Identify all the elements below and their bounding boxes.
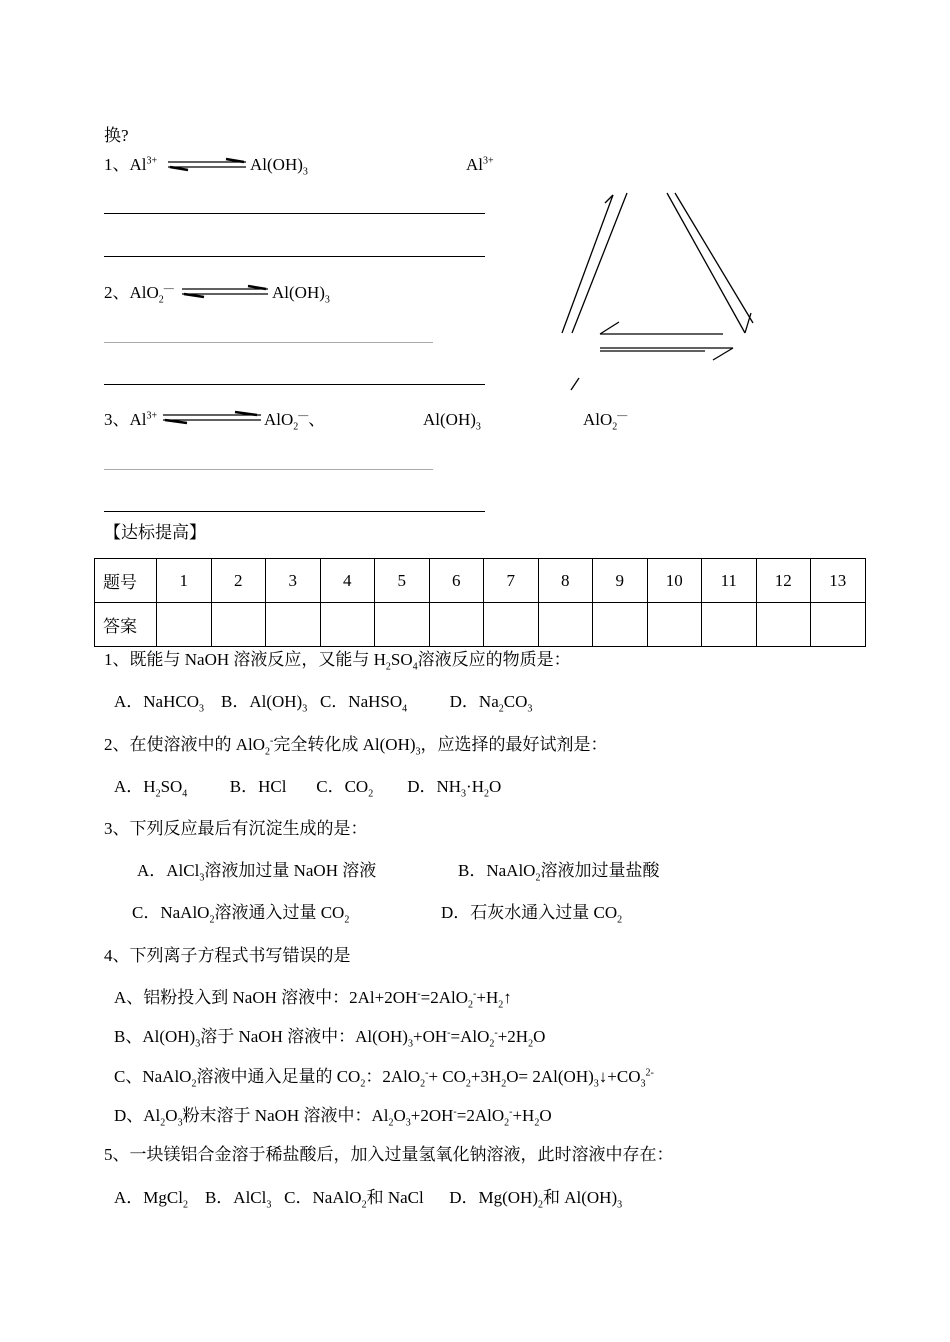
question-number: 11 — [702, 559, 757, 603]
question-number: 13 — [811, 559, 866, 603]
answer-line[interactable] — [104, 511, 485, 512]
answer-cell[interactable] — [320, 603, 375, 647]
question-1-stem: 1、既能与 NaOH 溶液反应，又能与 $H_2SO_4$溶液反应的物质是： — [104, 650, 571, 673]
answer-cell[interactable] — [211, 603, 266, 647]
question-1-options: A．NaHCO$_3$ B．$Al(OH)_3$ C．NaHSO$_4$ D．$Na_2CO_3$ — [114, 692, 533, 715]
question-number: 1 — [157, 559, 212, 603]
answer-cell[interactable] — [811, 603, 866, 647]
table-row — [95, 559, 866, 603]
question-2-options: A．$H_2SO_4$ B．HCl C．$CO_2$ D．$NH_3\cdot H_2O$ — [114, 777, 502, 800]
answer-cell[interactable] — [756, 603, 811, 647]
table-header-label: 题号 — [95, 559, 157, 603]
answer-line[interactable] — [104, 256, 485, 257]
triangle-top-label: $Al^{3+}$ — [466, 155, 494, 174]
question-3-option-c: C．NaAlO$_2$溶液通入过量 $CO_2$ — [132, 903, 350, 926]
answer-line[interactable] — [104, 384, 485, 385]
question-4-option-a: A、铝粉投入到 NaOH 溶液中：$2Al+2OH^-=2AlO_2^-+H_2↑$ — [114, 988, 512, 1011]
answer-cell[interactable] — [375, 603, 430, 647]
question-3-option-a: A．AlCl$_3$溶液加过量 NaOH 溶液 — [137, 861, 377, 884]
item-1-arrow — [166, 158, 250, 172]
question-4-option-d: D、$Al_2O_3$粉末溶于 NaOH 溶液中：$Al_2O_3+2OH^-=2AlO_2^-+H_2O$ — [114, 1106, 552, 1129]
answer-cell[interactable] — [538, 603, 593, 647]
item-3-arrow — [161, 411, 265, 425]
item-2-right: $Al(OH)_3$ — [272, 283, 330, 306]
item-2-left: 2、AlO$_2$— — [104, 283, 174, 306]
answer-line[interactable] — [104, 469, 433, 470]
question-5-stem: 5、一块镁铝合金溶于稀盐酸后，加入过量氢氧化钠溶液，此时溶液中存在： — [104, 1145, 674, 1164]
item-1-right: $Al(OH)_3$ — [250, 155, 308, 178]
table-answer-label: 答案 — [95, 603, 157, 647]
answer-line[interactable] — [104, 213, 485, 214]
table-row — [95, 603, 866, 647]
answer-table — [94, 558, 866, 647]
question-4-option-c: C、NaAlO$_2$溶液中通入足量的 $CO_2$：$2AlO_2^-+ CO_2+3H_2O=$ $2Al(OH)_3↓+CO_3^{2-}$ — [114, 1067, 654, 1090]
section-title: 【达标提高】 — [104, 523, 206, 542]
question-5-options: A．MgCl$_2$ B．AlCl$_3$ C．NaAlO$_2$和 NaCl D．$Mg(OH)_2$和 $Al(OH)_3$ — [114, 1188, 623, 1211]
answer-cell[interactable] — [593, 603, 648, 647]
answer-line[interactable] — [104, 342, 433, 343]
question-3-stem: 3、下列反应最后有沉淀生成的是： — [104, 819, 368, 838]
answer-cell[interactable] — [157, 603, 212, 647]
answer-cell[interactable] — [266, 603, 321, 647]
item-3-left: 3、$Al^{3+}$ — [104, 410, 158, 429]
question-number: 5 — [375, 559, 430, 603]
question-number: 9 — [593, 559, 648, 603]
question-number: 12 — [756, 559, 811, 603]
question-number: 2 — [211, 559, 266, 603]
question-4-stem: 4、下列离子方程式书写错误的是 — [104, 946, 351, 965]
item-1-left: 1、$Al^{3+}$ — [104, 155, 158, 174]
question-2-stem: 2、在使溶液中的 AlO$_2$-完全转化成 $Al(OH)_3$，应选择的最好试剂是： — [104, 735, 608, 758]
triangle-diagram — [555, 185, 765, 395]
answer-cell[interactable] — [702, 603, 757, 647]
question-3-option-d: D．石灰水通入过量 $CO_2$ — [441, 903, 623, 926]
answer-cell[interactable] — [429, 603, 484, 647]
triangle-left-label: $Al(OH)_3$ — [423, 410, 481, 433]
question-3-option-b: B．NaAlO$_2$溶液加过量盐酸 — [458, 861, 660, 884]
question-number: 6 — [429, 559, 484, 603]
answer-cell[interactable] — [647, 603, 702, 647]
question-number: 3 — [266, 559, 321, 603]
question-number: 10 — [647, 559, 702, 603]
question-number: 7 — [484, 559, 539, 603]
item-2-arrow — [180, 285, 272, 299]
intro-text: 换? — [104, 126, 129, 145]
question-4-option-b: B、$Al(OH)_3$溶于 NaOH 溶液中：$Al(OH)_3+OH^-=AlO_2^-+2H_2O$ — [114, 1027, 546, 1050]
answer-cell[interactable] — [484, 603, 539, 647]
triangle-right-label: AlO$_2$— — [583, 410, 628, 433]
item-3-right: AlO$_2$—、 — [264, 410, 326, 433]
question-number: 8 — [538, 559, 593, 603]
question-number: 4 — [320, 559, 375, 603]
